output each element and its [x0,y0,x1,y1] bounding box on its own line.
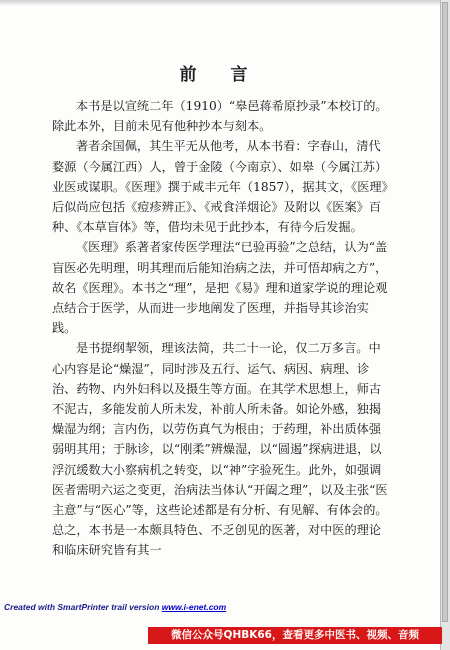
paragraph-3: 《医理》系著者家传医学理法“已验再验”之总结，认为“盖盲医必先明理，明其理而后能知治病之法，并可悟却病之方”，故名《医理》。本书之“理”，是把《易》理和道家学说的理论观点结合于医学，从而进一步地阐发了医理，并指导其诊治实践。 [52,240,388,336]
paragraph-2: 著者余国佩，其生平无从他考，从本书看：字春山，清代婺源（今属江西）人，曾于金陵（今南京）、如皋（今属江苏）业医或谋职。《医理》撰于咸丰元年（1857），据其文，《医理》后似尚应包括《痘疹辨正》、《戒食洋烟论》及附以《医案》百种、《本草盲体》等，借均未见于此抄本，有待今后发掘。 [52,139,388,235]
paragraph-1: 本书是以宣统二年（1910）“皋邑蒋希原抄录”本校订的。除此本外，目前未见有他种抄本与刻本。 [52,99,388,134]
scrollbar-thumb[interactable] [442,2,448,622]
page-top-edge [0,0,441,6]
promo-banner: 微信公众号QHBK66，查看更多中医书、视频、音频 [148,627,442,644]
page-title: 前 言 [179,65,262,85]
smartprinter-watermark [4,602,226,612]
paragraph-4: 是书提纲挈领，理该法简，共二十一论，仅二万多言。中心内容是论“燥湿”，同时涉及五行、运气、病因、病理、诊治、药物、内外妇科以及摄生等方面。在其学术思想上，师古不泥古，多能发前人所未发，补前人所未备。如论外感，独揭燥湿为纲；言内伤，以劳伤真气为根由；于药理，补出质体强弱明其用；于脉诊，以“刚柔”辨燥湿，以“圆遏”探病进退，以浮沉缓数大小察病机之转变，以“神”字验死生。此外，如强调医者需明六运之变更，治病法当体认“开阖之理”，以及主张“医主意”与“医心”等，这些论述都是有分析、有见解、有体会的。总之，本书是一本颇具特色、不乏创见的医著，对中医的理论和临床研究皆有其一 [52,341,388,558]
watermark-text: Created with SmartPrinter trail version [4,602,162,612]
vertical-scrollbar[interactable] [440,0,450,650]
watermark-link[interactable]: www.i-enet.com [161,602,227,612]
body-text [52,96,392,561]
